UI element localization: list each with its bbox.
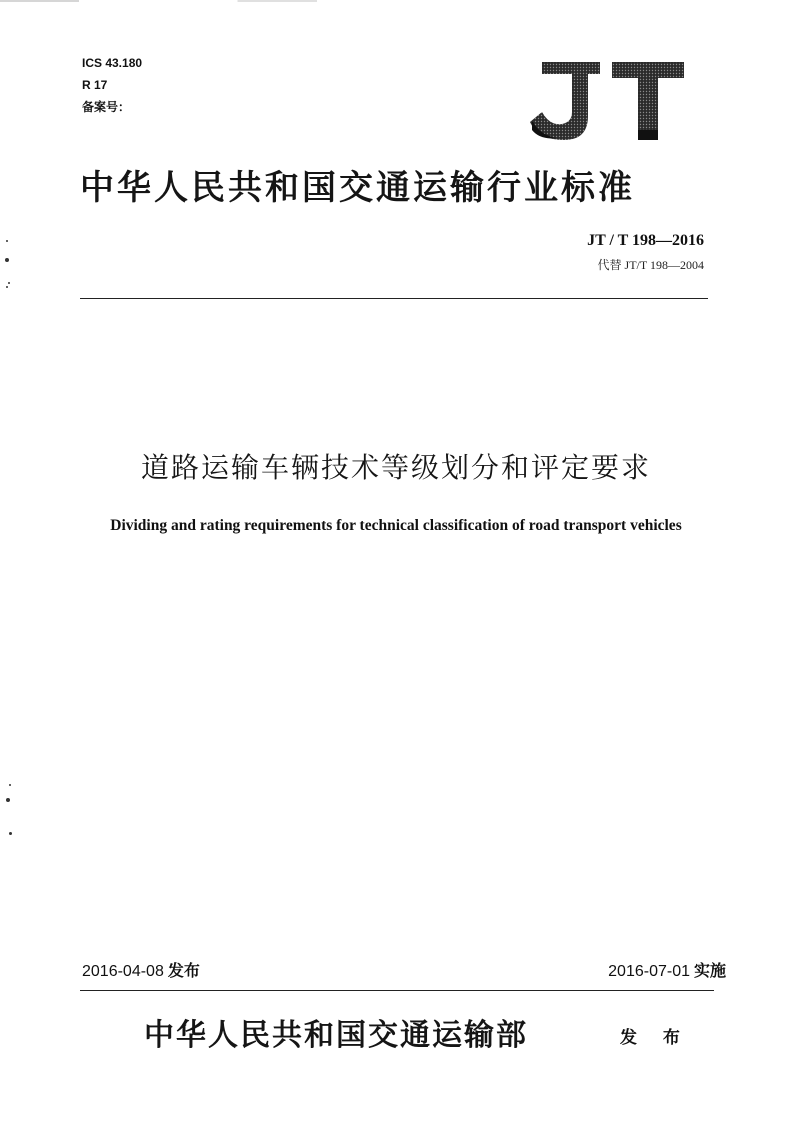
implementation-date — [608, 962, 726, 982]
issuing-authority: 中华人民共和国交通运输部 — [144, 1018, 528, 1053]
standard-category-title: 中华人民共和国交通运输行业标准 — [80, 168, 635, 208]
jt-logo — [528, 60, 688, 142]
ccs-code: R 17 — [82, 78, 108, 92]
scan-speck — [8, 282, 10, 284]
record-number-label: 备案号： — [82, 100, 131, 114]
issue-date — [82, 962, 200, 982]
implementation-date-label: 实施 — [693, 963, 726, 980]
replaces-standard: 代替 JT/T 198—2004 — [597, 258, 704, 272]
standard-number: JT / T 198—2016 — [587, 232, 704, 249]
implementation-date-value: 2016-07-01 — [608, 963, 690, 980]
scan-speck — [9, 784, 11, 786]
scan-speck — [5, 258, 9, 262]
scan-top-edge — [0, 0, 792, 2]
ics-code: ICS 43.180 — [82, 56, 143, 70]
scan-speck — [6, 240, 8, 242]
footer-divider — [80, 990, 714, 991]
document-title-english: Dividing and rating requirements for technical classification of road transport vehicles — [110, 517, 682, 534]
scan-speck — [9, 832, 12, 835]
issue-action: 发 布 — [620, 1028, 690, 1048]
scan-speck — [6, 798, 10, 802]
document-title-chinese: 道路运输车辆技术等级划分和评定要求 — [140, 451, 651, 484]
issue-date-label: 发布 — [167, 963, 200, 980]
header-divider — [80, 298, 708, 299]
scan-speck — [6, 286, 8, 288]
issue-date-value: 2016-04-08 — [82, 963, 164, 980]
